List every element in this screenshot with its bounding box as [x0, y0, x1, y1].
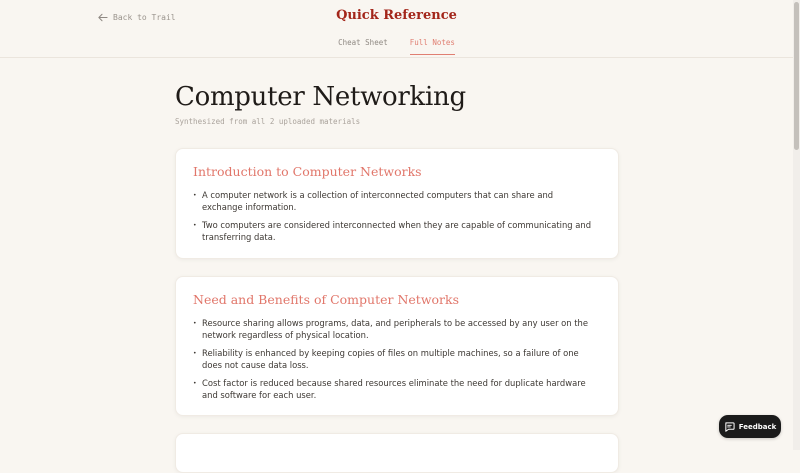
bullet-item: • A computer network is a collection of interconnected computers that can share and exchange information.	[193, 189, 593, 213]
notes-content	[175, 80, 619, 400]
top-bar	[0, 0, 793, 58]
bullet-item: • Two computers are considered interconnected when they are capable of communicating and transferring data.	[193, 219, 593, 243]
scrollbar[interactable]	[793, 0, 800, 450]
feedback-button[interactable]	[719, 415, 781, 438]
section-heading: Introduction to Computer Networks	[193, 164, 422, 179]
page-subtitle: Synthesized from all 2 uploaded materials	[175, 117, 361, 126]
app-title: Quick Reference	[336, 8, 457, 23]
section-card	[175, 433, 619, 473]
section-heading: Need and Benefits of Computer Networks	[193, 292, 460, 307]
page-title: Computer Networking	[175, 82, 466, 112]
chat-bubble-icon	[724, 421, 735, 432]
bullet-list	[193, 189, 593, 249]
tab-full-notes[interactable]: Full Notes	[410, 38, 455, 54]
feedback-label: Feedback	[738, 422, 777, 431]
bullet-item: • Reliability is enhanced by keeping copies of files on multiple machines, so a failure of one does not cause data loss.	[193, 347, 593, 371]
section-card	[175, 276, 619, 416]
scrollbar-thumb[interactable]	[794, 2, 799, 150]
back-label: Back to Trail	[113, 12, 176, 22]
section-card	[175, 148, 619, 259]
tab-cheat-sheet[interactable]: Cheat Sheet	[338, 38, 388, 47]
bullet-list	[193, 317, 593, 407]
bullet-item: • Cost factor is reduced because shared resources eliminate the need for duplicate hardware and software for each user.	[193, 377, 593, 401]
view-tabs	[0, 38, 793, 54]
bullet-item: • Resource sharing allows programs, data, and peripherals to be accessed by any user on the network regardless of physical location.	[193, 317, 593, 341]
